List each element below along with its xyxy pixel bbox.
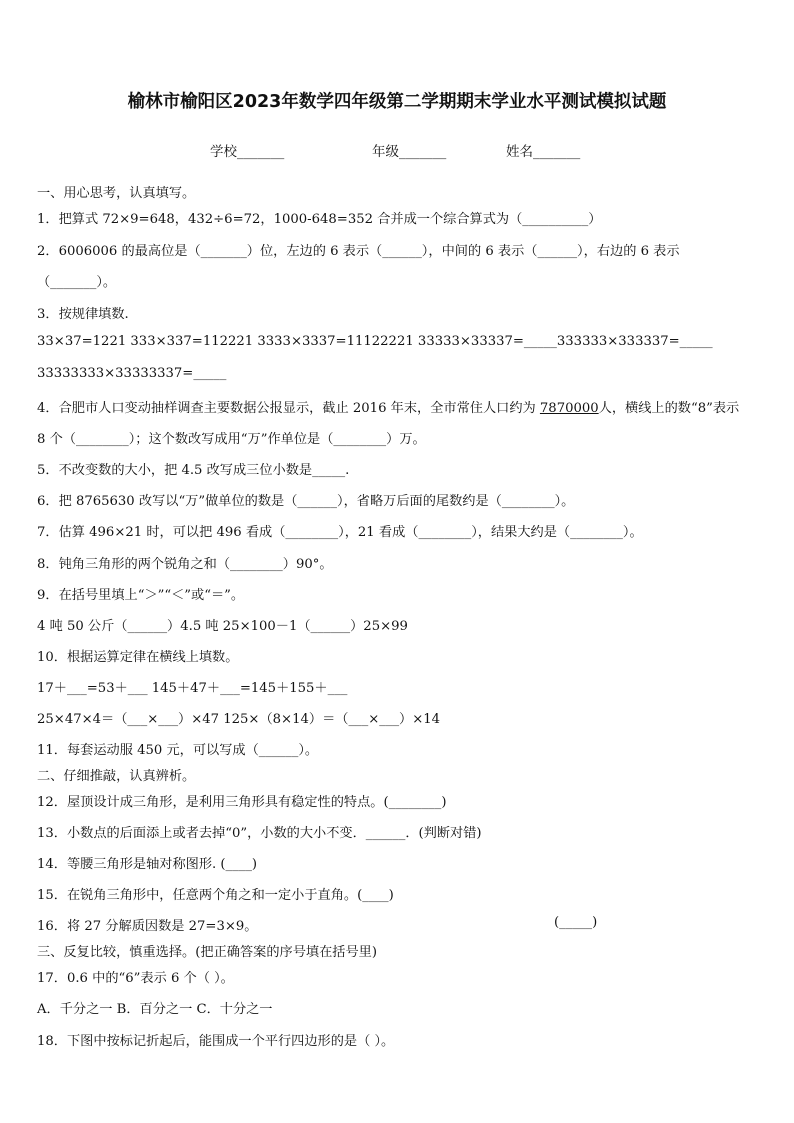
question-6: 6．把 8765630 改写以“万”做单位的数是（______），省略万后面的尾数约是（________）。 [37,494,575,509]
question-10-row-1: 17＋___=53＋___ 145＋47＋___=145＋155＋___ [37,681,348,696]
question-12: 12．屋顶设计成三角形，是利用三角形具有稳定性的特点。(________) [37,795,447,810]
school-field: 学校_______ [210,144,285,160]
question-3-row-2: 33333333×33333337=_____ [37,366,227,381]
question-4-number: 7870000 [539,401,599,416]
question-7: 7．估算 496×21 时，可以把 496 看成（________），21 看成（________），结果大约是（________）。 [37,525,643,540]
question-9: 9．在括号里填上“＞”“＜”或“＝”。 [37,588,245,603]
question-14: 14．等腰三角形是轴对称图形. (____) [37,857,258,872]
question-5: 5．不改变数的大小，把 4.5 改写成三位小数是_____. [37,463,350,478]
section-3-heading: 三、反复比较，慎重选择。(把正确答案的序号填在括号里) [37,945,377,960]
question-18: 18．下图中按标记折起后，能围成一个平行四边形的是（ ）。 [37,1034,395,1049]
question-10: 10．根据运算定律在横线上填数。 [37,650,239,665]
question-2-cont: （_______）。 [37,275,117,290]
section-1-heading: 一、用心思考，认真填写。 [37,186,196,201]
question-3-row-1: 33×37=1221 333×337=112221 3333×3337=11122221 33333×33337=_____333333×333337=_____ [37,334,713,349]
section-2-heading: 二、仔细推敲，认真辨析。 [37,769,196,784]
question-2: 2．6006006 的最高位是（_______）位，左边的 6 表示（______），中间的 6 表示（______），右边的 6 表示 [37,244,680,259]
question-4-text: 4．合肥市人口变动抽样调查主要数据公报显示，截止 2016 年末，全市常住人口约为 [37,401,536,416]
question-15: 15．在锐角三角形中，任意两个角之和一定小于直角。(____) [37,888,394,903]
question-4-tail: 人，横线上的数“8”表示 [598,401,740,416]
name-field: 姓名_______ [506,144,581,160]
question-17: 17．0.6 中的“6”表示 6 个（ ）。 [37,971,234,986]
question-13: 13．小数点的后面添上或者去掉“0”，小数的大小不变．______．(判断对错) [37,826,482,841]
question-16-answer: (_____) [554,915,598,930]
question-8: 8．钝角三角形的两个锐角之和（________）90°。 [37,557,333,572]
question-10-row-2: 25×47×4＝（___×___）×47 125×（8×14）＝（___×___）×14 [37,712,441,727]
page-title: 榆林市榆阳区2023年数学四年级第二学期期末学业水平测试模拟试题 [127,92,667,112]
question-4 [37,397,739,416]
question-1: 1．把算式 72×9=648，432÷6=72，1000-648=352 合并成一个综合算式为（__________） [37,212,602,227]
question-4-cont: 8 个（________）；这个数改写成用“万”作单位是（________）万。 [37,432,426,447]
question-16: 16．将 27 分解质因数是 27=3×9。 [37,919,258,934]
question-3: 3．按规律填数. [37,307,129,322]
question-11: 11．每套运动服 450 元，可以写成（______）。 [37,743,319,758]
grade-field: 年级_______ [372,144,447,160]
question-9-row: 4 吨 50 公斤（______）4.5 吨 25×100－1（______）25×99 [37,619,408,634]
question-17-options: A．千分之一 B．百分之一 C．十分之一 [37,1002,273,1017]
